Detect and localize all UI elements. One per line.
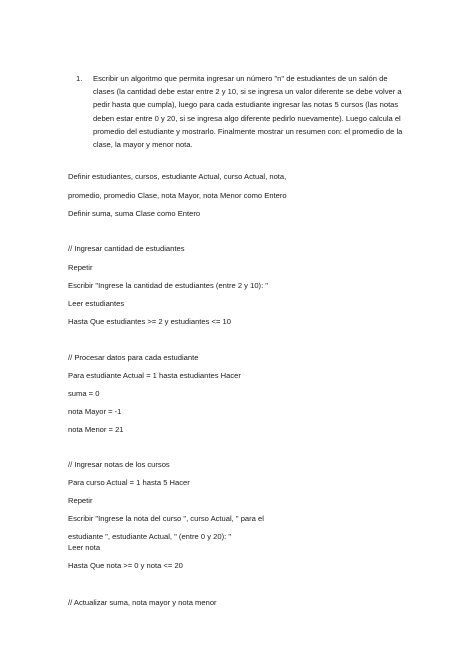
code-line: Hasta Que nota >= 0 y nota <= 20	[68, 561, 183, 570]
code-line: promedio, promedio Clase, nota Mayor, nota Menor como Entero	[68, 191, 287, 200]
code-comment: // Actualizar suma, nota mayor y nota menor	[68, 598, 217, 607]
code-line: Para curso Actual = 1 hasta 5 Hacer	[68, 478, 190, 487]
code-line: nota Menor = 21	[68, 425, 124, 434]
code-line: Leer estudiantes	[68, 299, 125, 308]
code-line: Definir estudiantes, cursos, estudiante Actual, curso Actual, nota,	[68, 172, 287, 181]
code-line: nota Mayor = -1	[68, 407, 122, 416]
code-comment: // Ingresar notas de los cursos	[68, 460, 170, 469]
code-line: Escribir "Ingrese la nota del curso ", curso Actual, " para el	[68, 514, 264, 523]
code-line: Repetir	[68, 496, 93, 505]
code-line: estudiante ", estudiante Actual, " (entre 0 y 20): "	[68, 532, 232, 541]
code-line: Escribir "Ingrese la cantidad de estudiantes (entre 2 y 10): "	[68, 281, 268, 290]
code-line: Para estudiante Actual = 1 hasta estudiantes Hacer	[68, 371, 241, 380]
code-line: Definir suma, suma Clase como Entero	[68, 209, 201, 218]
code-comment: // Ingresar cantidad de estudiantes	[68, 244, 185, 253]
code-line: suma = 0	[68, 389, 100, 398]
code-comment: // Procesar datos para cada estudiante	[68, 353, 199, 362]
code-line: Leer nota	[68, 543, 101, 552]
exercise-statement	[76, 72, 406, 151]
list-number: 1.	[76, 74, 83, 83]
code-line: Repetir	[68, 263, 93, 272]
exercise-text: Escribir un algoritmo que permita ingresar un número "n" de estudiantes de un salón de clases (la cantidad debe estar entre 2 y 10, si se ingresa un valor diferente se debe volver a pedir hasta que cumpla), luego para cada estudiante ingresar las notas 5 cursos (las notas deben estar entre 0 y 20, si se ingresa algo diferente pedirlo nuevamente). Luego calcula el promedio del estudiante y mostrarlo. Finalmente mostrar un resumen con: el promedio de la clase, la mayor y menor nota.	[93, 74, 403, 150]
code-line: Hasta Que estudiantes >= 2 y estudiantes <= 10	[68, 317, 231, 326]
